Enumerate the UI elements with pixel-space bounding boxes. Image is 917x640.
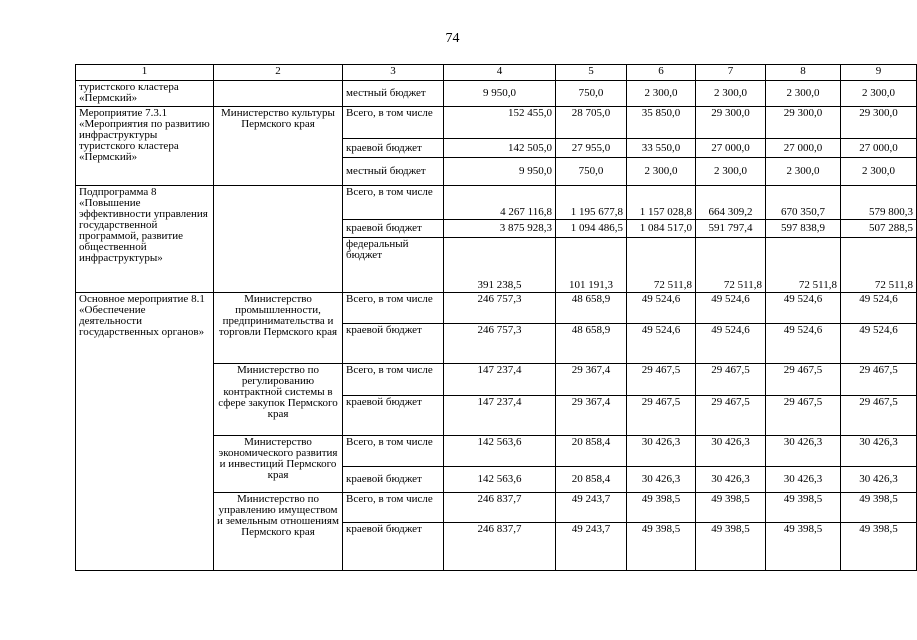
header-cell: 3	[343, 65, 444, 81]
funding-source-cell: местный бюджет	[343, 81, 444, 107]
value-cell: 670 350,7	[766, 186, 841, 220]
value-cell: 49 398,5	[627, 523, 696, 571]
value-cell: 20 858,4	[556, 436, 627, 467]
value-cell: 664 309,2	[696, 186, 766, 220]
value-cell: 147 237,4	[444, 364, 556, 396]
value-cell: 48 658,9	[556, 324, 627, 364]
value-cell: 29 467,5	[766, 364, 841, 396]
value-cell: 30 426,3	[696, 436, 766, 467]
program-name-cell: Подпрограмма 8 «Повышение эффективности управления государственной программой, развитие общественной инфраструктуры»	[76, 186, 214, 293]
value-cell: 30 426,3	[841, 467, 917, 493]
header-cell: 9	[841, 65, 917, 81]
value-cell: 49 524,6	[627, 293, 696, 324]
page-number: 74	[445, 31, 460, 46]
funding-source-cell: Всего, в том числе	[343, 293, 444, 324]
value-cell: 29 467,5	[696, 364, 766, 396]
value-cell: 246 757,3	[444, 293, 556, 324]
value-cell: 49 524,6	[696, 324, 766, 364]
value-cell: 9 950,0	[444, 81, 556, 107]
value-cell: 49 398,5	[766, 493, 841, 523]
header-cell: 6	[627, 65, 696, 81]
value-cell: 49 243,7	[556, 523, 627, 571]
funding-source-cell: Всего, в том числе	[343, 186, 444, 220]
value-cell: 49 524,6	[841, 324, 917, 364]
value-cell: 2 300,0	[627, 81, 696, 107]
value-cell: 49 398,5	[696, 493, 766, 523]
value-cell: 33 550,0	[627, 139, 696, 158]
value-cell: 579 800,3	[841, 186, 917, 220]
executor-cell: Министерство по управлению имуществом и земельным отношениям Пермского края	[214, 493, 343, 571]
value-cell: 29 300,0	[766, 107, 841, 139]
value-cell: 29 467,5	[627, 364, 696, 396]
value-cell: 48 658,9	[556, 293, 627, 324]
value-cell: 29 300,0	[841, 107, 917, 139]
value-cell: 49 398,5	[627, 493, 696, 523]
funding-source-cell: краевой бюджет	[343, 396, 444, 436]
executor-cell: Министерство культуры Пермского края	[214, 107, 343, 186]
header-cell: 7	[696, 65, 766, 81]
value-cell: 49 524,6	[696, 293, 766, 324]
value-cell: 29 300,0	[696, 107, 766, 139]
funding-source-cell: краевой бюджет	[343, 467, 444, 493]
value-cell: 49 524,6	[766, 293, 841, 324]
header-cell: 4	[444, 65, 556, 81]
value-cell: 49 524,6	[841, 293, 917, 324]
value-cell: 29 467,5	[627, 396, 696, 436]
value-cell: 2 300,0	[841, 81, 917, 107]
value-cell: 2 300,0	[627, 158, 696, 186]
value-cell: 49 398,5	[841, 493, 917, 523]
table-row	[76, 81, 917, 107]
value-cell: 2 300,0	[696, 158, 766, 186]
value-cell: 30 426,3	[696, 467, 766, 493]
budget-table	[75, 64, 917, 571]
value-cell: 30 426,3	[627, 436, 696, 467]
value-cell: 597 838,9	[766, 220, 841, 238]
funding-source-cell: местный бюджет	[343, 158, 444, 186]
value-cell: 1 195 677,8	[556, 186, 627, 220]
value-cell: 1 094 486,5	[556, 220, 627, 238]
value-cell: 246 757,3	[444, 324, 556, 364]
value-cell: 2 300,0	[766, 158, 841, 186]
value-cell: 2 300,0	[841, 158, 917, 186]
value-cell: 591 797,4	[696, 220, 766, 238]
value-cell: 49 524,6	[766, 324, 841, 364]
value-cell: 29 467,5	[841, 396, 917, 436]
value-cell: 29 467,5	[766, 396, 841, 436]
header-row	[76, 65, 917, 81]
value-cell: 72 511,8	[766, 238, 841, 293]
executor-cell: Министерство по регулированию контрактной системы в сфере закупок Пермского края	[214, 364, 343, 436]
value-cell: 4 267 116,8	[444, 186, 556, 220]
value-cell: 27 955,0	[556, 139, 627, 158]
value-cell: 28 705,0	[556, 107, 627, 139]
value-cell: 1 084 517,0	[627, 220, 696, 238]
value-cell: 2 300,0	[696, 81, 766, 107]
value-cell: 30 426,3	[627, 467, 696, 493]
value-cell: 27 000,0	[766, 139, 841, 158]
value-cell: 3 875 928,3	[444, 220, 556, 238]
executor-cell	[214, 81, 343, 107]
value-cell: 142 563,6	[444, 467, 556, 493]
executor-cell	[214, 186, 343, 293]
value-cell: 30 426,3	[766, 467, 841, 493]
header-cell: 8	[766, 65, 841, 81]
value-cell: 391 238,5	[444, 238, 556, 293]
value-cell: 750,0	[556, 158, 627, 186]
value-cell: 29 367,4	[556, 364, 627, 396]
funding-source-cell: краевой бюджет	[343, 139, 444, 158]
header-cell: 1	[76, 65, 214, 81]
value-cell: 101 191,3	[556, 238, 627, 293]
value-cell: 72 511,8	[627, 238, 696, 293]
value-cell: 72 511,8	[841, 238, 917, 293]
funding-source-cell: федеральный бюджет	[343, 238, 444, 293]
value-cell: 49 243,7	[556, 493, 627, 523]
funding-source-cell: Всего, в том числе	[343, 107, 444, 139]
program-name-cell: Основное мероприятие 8.1 «Обеспечение деятельности государственных органов»	[76, 293, 214, 571]
value-cell: 246 837,7	[444, 493, 556, 523]
value-cell: 507 288,5	[841, 220, 917, 238]
funding-source-cell: Всего, в том числе	[343, 436, 444, 467]
value-cell: 30 426,3	[841, 436, 917, 467]
header-cell: 5	[556, 65, 627, 81]
program-name-cell: туристского кластера «Пермский»	[76, 81, 214, 107]
value-cell: 1 157 028,8	[627, 186, 696, 220]
value-cell: 49 398,5	[766, 523, 841, 571]
funding-source-cell: Всего, в том числе	[343, 493, 444, 523]
value-cell: 30 426,3	[766, 436, 841, 467]
value-cell: 9 950,0	[444, 158, 556, 186]
program-name-cell: Мероприятие 7.3.1 «Мероприятия по развитию инфраструктуры туристского кластера «Пермский»	[76, 107, 214, 186]
value-cell: 29 467,5	[841, 364, 917, 396]
table-row	[76, 293, 917, 324]
value-cell: 2 300,0	[766, 81, 841, 107]
value-cell: 49 524,6	[627, 324, 696, 364]
value-cell: 246 837,7	[444, 523, 556, 571]
value-cell: 29 467,5	[696, 396, 766, 436]
value-cell: 152 455,0	[444, 107, 556, 139]
value-cell: 72 511,8	[696, 238, 766, 293]
value-cell: 29 367,4	[556, 396, 627, 436]
table-row	[76, 186, 917, 220]
value-cell: 35 850,0	[627, 107, 696, 139]
value-cell: 27 000,0	[841, 139, 917, 158]
value-cell: 27 000,0	[696, 139, 766, 158]
value-cell: 20 858,4	[556, 467, 627, 493]
executor-cell: Министерство промышленности, предпринимательства и торговли Пермского края	[214, 293, 343, 364]
value-cell: 142 563,6	[444, 436, 556, 467]
value-cell: 147 237,4	[444, 396, 556, 436]
funding-source-cell: краевой бюджет	[343, 324, 444, 364]
funding-source-cell: краевой бюджет	[343, 220, 444, 238]
table-row	[76, 107, 917, 139]
value-cell: 142 505,0	[444, 139, 556, 158]
funding-source-cell: краевой бюджет	[343, 523, 444, 571]
funding-source-cell: Всего, в том числе	[343, 364, 444, 396]
header-cell: 2	[214, 65, 343, 81]
value-cell: 49 398,5	[696, 523, 766, 571]
value-cell: 750,0	[556, 81, 627, 107]
value-cell: 49 398,5	[841, 523, 917, 571]
executor-cell: Министерство экономического развития и инвестиций Пермского края	[214, 436, 343, 493]
